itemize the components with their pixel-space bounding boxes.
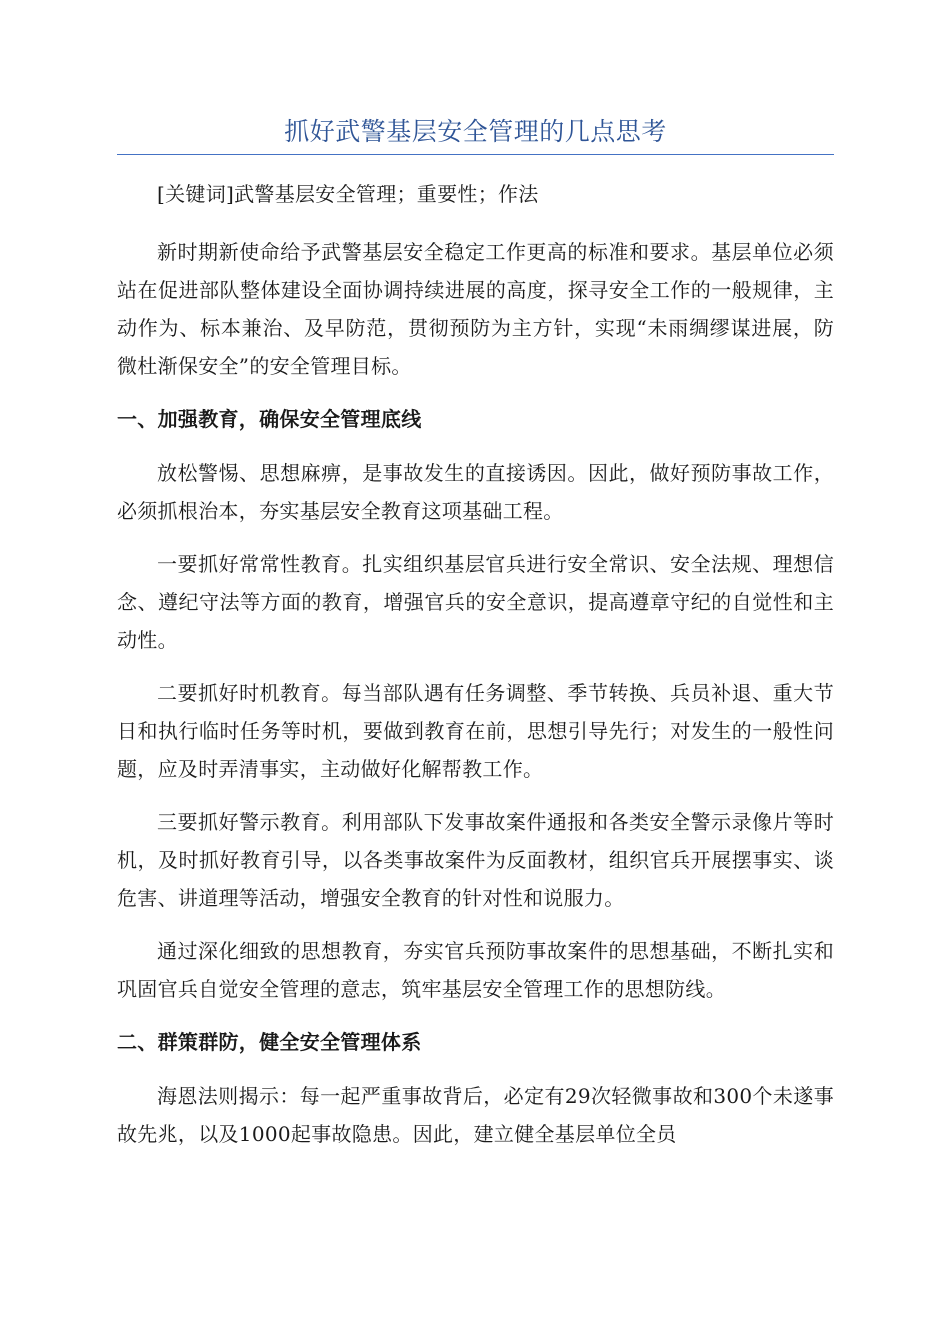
section-1-paragraph-1: 放松警惕、思想麻痹，是事故发生的直接诱因。因此，做好预防事故工作，必须抓根治本，夯实基层安全教育这项基础工程。 (117, 461, 834, 523)
intro-paragraph: 新时期新使命给予武警基层安全稳定工作更高的标准和要求。基层单位必须站在促进部队整体建设全面协调持续进展的高度，探寻安全工作的一般规律，主动作为、标本兼治、及早防范，贯彻预防为主方针，实现“未雨绸缪谋进展，防微杜渐保安全”的安全管理目标。 (117, 240, 834, 378)
section-heading-2: 二、群策群防，健全安全管理体系 (117, 1030, 422, 1054)
section-1-paragraph-2: 一要抓好常常性教育。扎实组织基层官兵进行安全常识、安全法规、理想信念、遵纪守法等方面的教育，增强官兵的安全意识，提高遵章守纪的自觉性和主动性。 (117, 552, 834, 652)
section-1-paragraph-3: 二要抓好时机教育。每当部队遇有任务调整、季节转换、兵员补退、重大节日和执行临时任务等时机，要做到教育在前，思想引导先行；对发生的一般性问题，应及时弄清事实，主动做好化解帮教工作。 (117, 681, 834, 781)
section-1-paragraph-5: 通过深化细致的思想教育，夯实官兵预防事故案件的思想基础，不断扎实和巩固官兵自觉安全管理的意志，筑牢基层安全管理工作的思想防线。 (117, 939, 834, 1001)
section-heading-1: 一、加强教育，确保安全管理底线 (117, 407, 422, 431)
section-2-paragraph-1: 海恩法则揭示：每一起严重事故背后，必定有29次轻微事故和300个未遂事故先兆，以及1000起事故隐患。因此，建立健全基层单位全员 (117, 1084, 834, 1146)
document-title: 抓好武警基层安全管理的几点思考 (284, 117, 667, 146)
keywords-line: [关键词]武警基层安全管理；重要性；作法 (157, 182, 539, 206)
title-underline (117, 154, 834, 155)
section-1-paragraph-4: 三要抓好警示教育。利用部队下发事故案件通报和各类安全警示录像片等时机，及时抓好教育引导，以各类事故案件为反面教材，组织官兵开展摆事实、谈危害、讲道理等活动，增强安全教育的针对性和说服力。 (117, 810, 834, 910)
document-body (117, 175, 834, 1168)
